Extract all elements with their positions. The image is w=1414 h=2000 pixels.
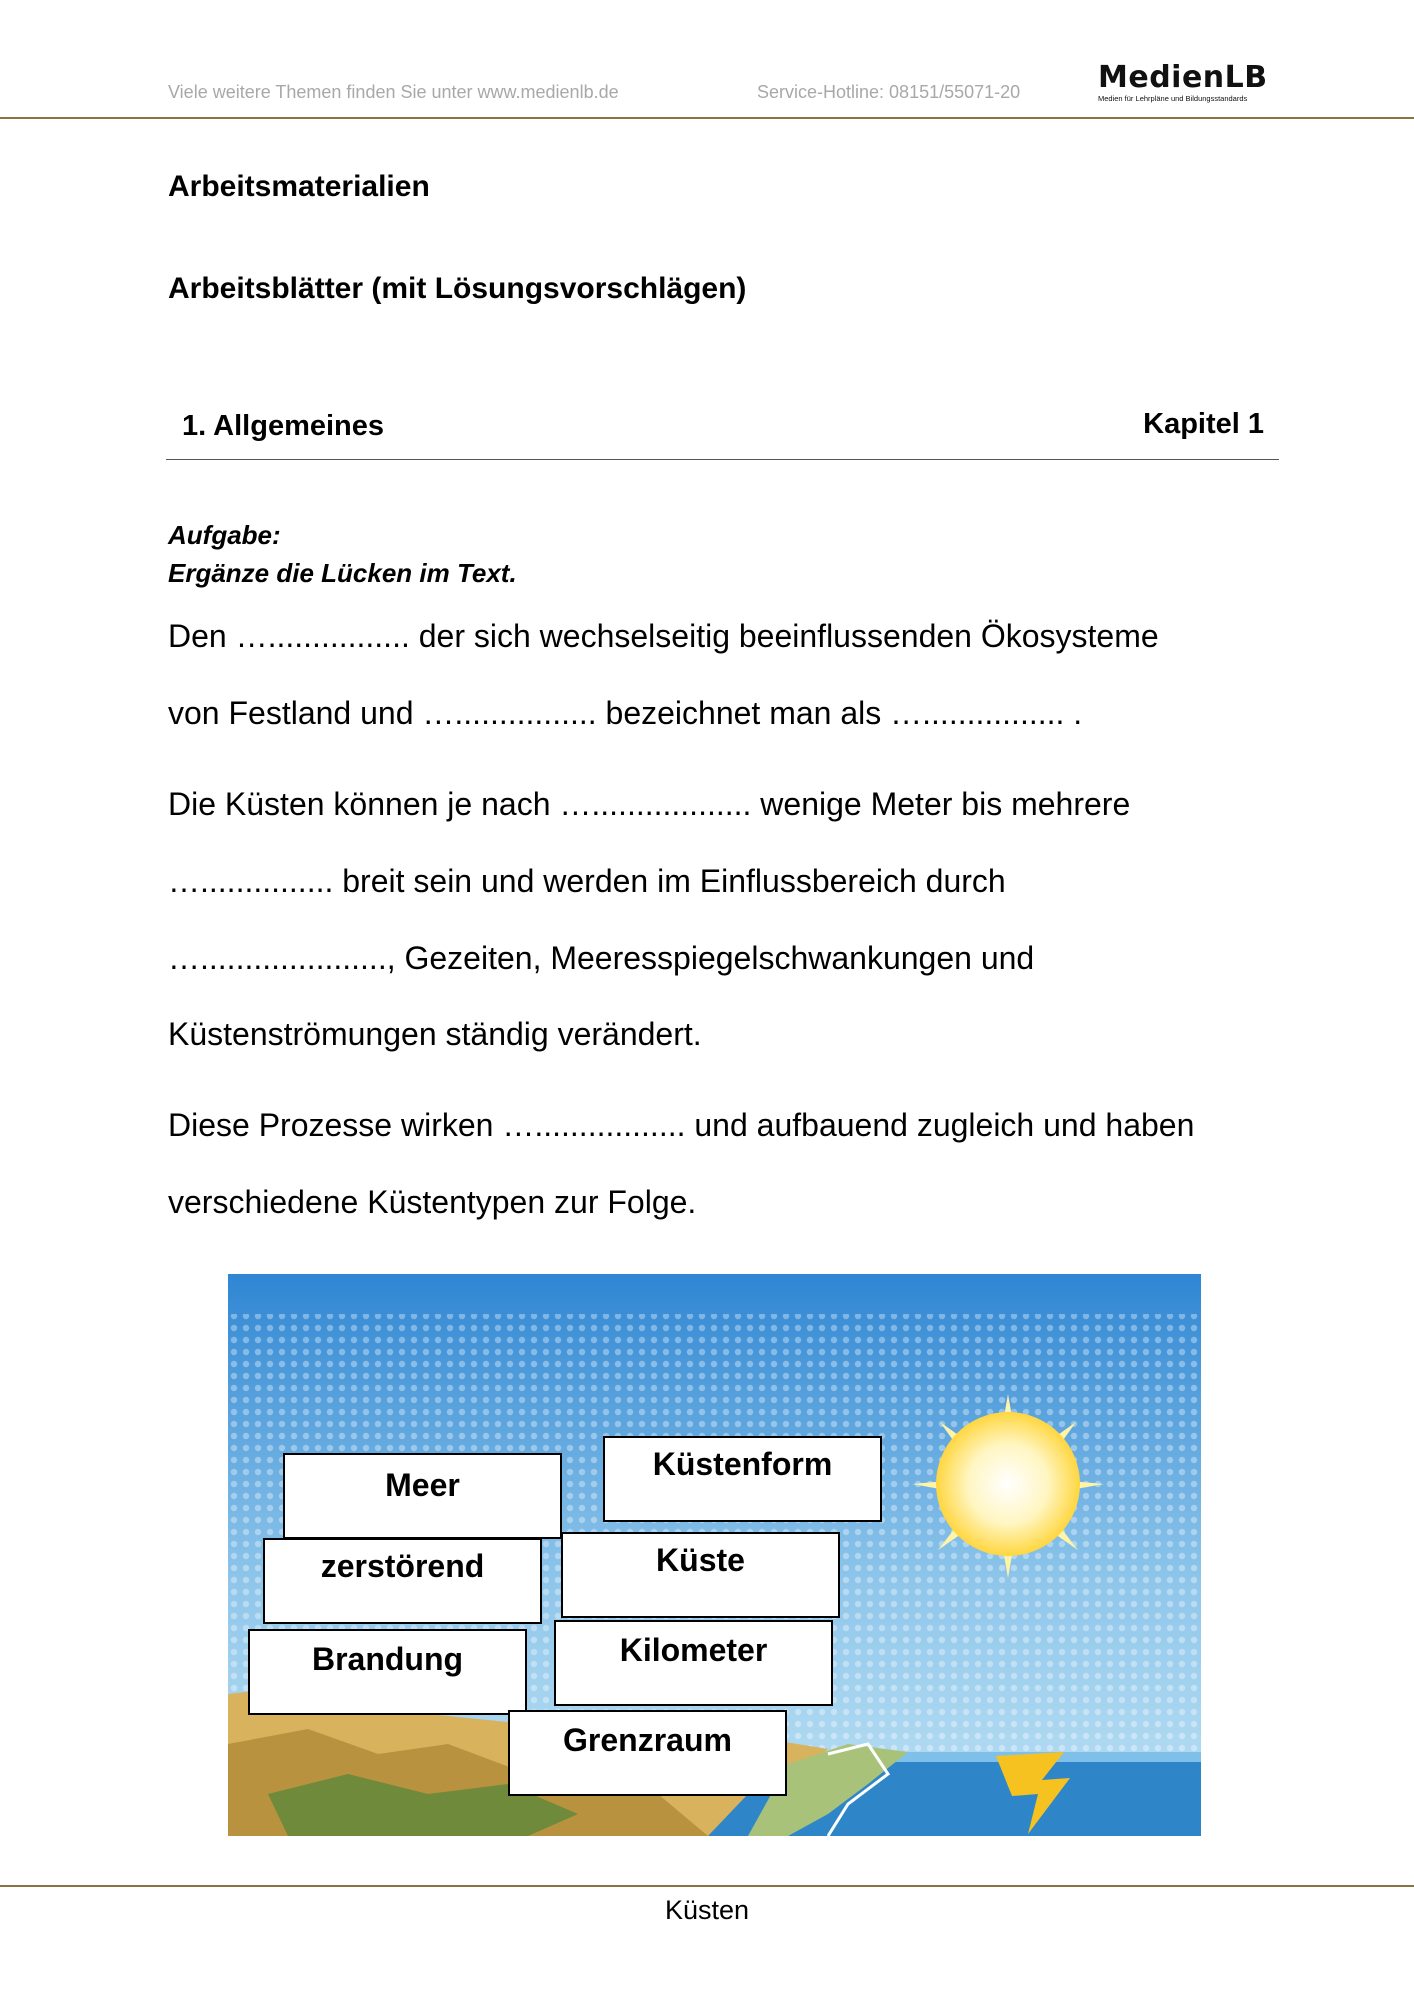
text-line-6: Küstenströmungen ständig verändert. <box>168 1016 702 1052</box>
section-divider <box>166 459 1279 460</box>
task-label: Aufgabe: <box>168 520 281 550</box>
text-line-5: …....................., Gezeiten, Meeresspiegelschwankungen und <box>168 940 1035 976</box>
page-subtitle: Arbeitsblätter (mit Lösungsvorschlägen) <box>168 272 747 305</box>
text-line-4: …............... breit sein und werden im Einflussbereich durch <box>168 863 1006 899</box>
header-hotline-text: Service-Hotline: 08151/55071-20 <box>757 82 1021 102</box>
word-card-grenzraum[interactable]: Grenzraum <box>508 1710 787 1796</box>
word-card-kilometer[interactable]: Kilometer <box>554 1620 833 1706</box>
word-card-meer[interactable]: Meer <box>283 1453 562 1539</box>
logo-title: MedienLB <box>1098 60 1268 95</box>
logo-subtitle: Medien für Lehrpläne und Bildungsstandards <box>1098 94 1248 103</box>
medienlb-logo <box>1098 62 1288 103</box>
header-divider <box>0 117 1414 119</box>
header-website-text: Viele weitere Themen finden Sie unter www.medienlb.de <box>168 82 619 102</box>
chapter-label: Kapitel 1 <box>1143 408 1264 440</box>
text-line-1: Den …................ der sich wechselseitig beeinflussenden Ökosysteme <box>168 618 1159 654</box>
word-card-zerstoerend[interactable]: zerstörend <box>263 1538 542 1624</box>
text-line-3: Die Küsten können je nach ….................. wenige Meter bis mehrere <box>168 786 1131 822</box>
text-line-2: von Festland und …................ bezeichnet man als …................ . <box>168 695 1083 731</box>
footer-divider <box>0 1885 1414 1887</box>
word-card-kuestenform[interactable]: Küstenform <box>603 1436 882 1522</box>
section-title: 1. Allgemeines <box>182 410 385 442</box>
task-instruction: Ergänze die Lücken im Text. <box>168 558 517 588</box>
word-card-brandung[interactable]: Brandung <box>248 1629 527 1715</box>
text-line-7: Diese Prozesse wirken …................. und aufbauend zugleich und haben <box>168 1107 1195 1143</box>
page-title: Arbeitsmaterialien <box>168 170 430 203</box>
word-card-kueste[interactable]: Küste <box>561 1532 840 1618</box>
text-line-8: verschiedene Küstentypen zur Folge. <box>168 1184 697 1220</box>
footer-title: Küsten <box>664 1895 750 1925</box>
coast-illustration <box>228 1274 1201 1836</box>
